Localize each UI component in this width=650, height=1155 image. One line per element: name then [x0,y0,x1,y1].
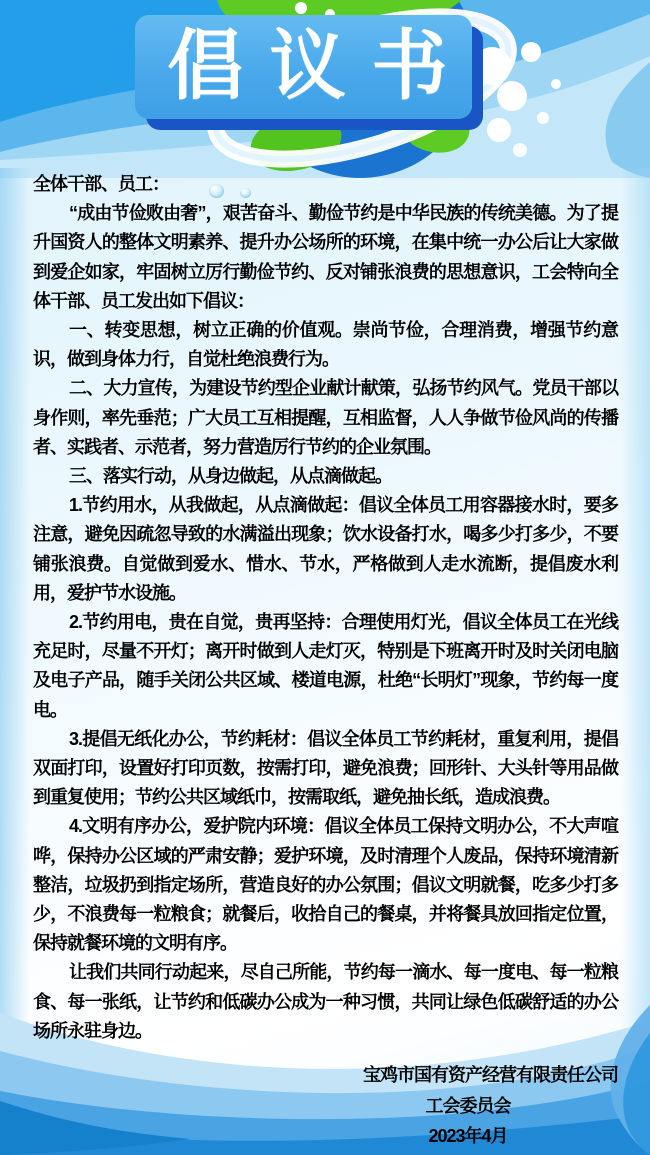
paragraph-sub-1-water: 1.节约用水，从我做起，从点滴做起：倡议全体员工用容器接水时，要多注意，避免因疏忽导致的水满溢出现象；饮水设备打水，喝多少打多少，不要铺张浪费。自觉做到爱水、惜水、节水，严格做到人走水流断，提倡废水利用，爱护节水设施。 [33,495,618,603]
salutation: 全体干部、员工： [33,174,169,194]
paragraph-sub-3-paperless: 3.提倡无纸化办公，节约耗材：倡议全体员工节约耗材，重复利用，提倡双面打印，设置好打印页数，按需打印，避免浪费；回形针、大头针等用品做到重复使用；节约公共区域纸巾，按需取纸，避免抽长纸，造成浪费。 [33,728,618,808]
paragraph-intro: “成由节俭败由奢”，艰苦奋斗、勤俭节约是中华民族的传统美德。为了提升国资人的整体文明素养、提升办公场所的环境，在集中统一办公后让大家做到爱企如家，牢固树立厉行勤俭节约、反对铺张浪费的思想意识，工会特向全体干部、员工发出如下倡议： [33,203,618,311]
paragraph-sub-2-electricity: 2.节约用电，贵在自觉，贵再坚持：合理使用灯光，倡议全体员工在光线充足时，尽量不开灯；离开时做到人走灯灭，特别是下班离开时及时关闭电脑及电子产品，随手关闭公共区域、楼道电源，杜绝“长明灯”现象，节约每一度电。 [33,612,618,720]
paragraph-closing: 让我们共同行动起来，尽自己所能，节约每一滴水、每一度电、每一粒粮食、每一张纸，让节约和低碳办公成为一种习惯，共同让绿色低碳舒适的办公场所永驻身边。 [33,962,618,1041]
paragraph-item-3: 三、落实行动，从身边做起，从点滴做起。 [69,466,392,487]
signature-date: 2023年4月 [428,1126,508,1147]
right-edge-glow [620,168,650,1048]
document-body [33,170,618,1151]
signature-company: 宝鸡市国有资产经营有限责任公司 [363,1065,618,1086]
left-edge-glow [0,168,30,1048]
title-plate [135,15,472,119]
page-title: 倡议书 [167,24,474,109]
paragraph-item-1: 一、转变思想，树立正确的价值观。崇尚节俭，合理消费，增强节约意识，做到身体力行，自觉杜绝浪费行为。 [33,320,618,370]
paragraph-item-2: 二、大力宣传，为建设节约型企业献计献策，弘扬节约风气。党员干部以身作则，率先垂范；广大员工互相提醒，互相监督，人人争做节俭风尚的传播者、实践者、示范者，努力营造厉行节约的企业氛围。 [33,378,618,457]
paragraph-sub-4-civilized-office: 4.文明有序办公，爱护院内环境：倡议全体员工保持文明办公，不大声喧哗，保持办公区域的严肃安静；爱护环境，及时清理个人废品，保持环境清新整洁，垃圾扔到指定场所，营造良好的办公氛围；倡议文明就餐，吃多少打多少，不浪费每一粒粮食；就餐后，收拾自己的餐桌，并将餐具放回指定位置，保持就餐环境的文明有序。 [33,816,618,954]
signature-block [318,1060,618,1151]
signature-committee: 工会委员会 [425,1096,511,1117]
